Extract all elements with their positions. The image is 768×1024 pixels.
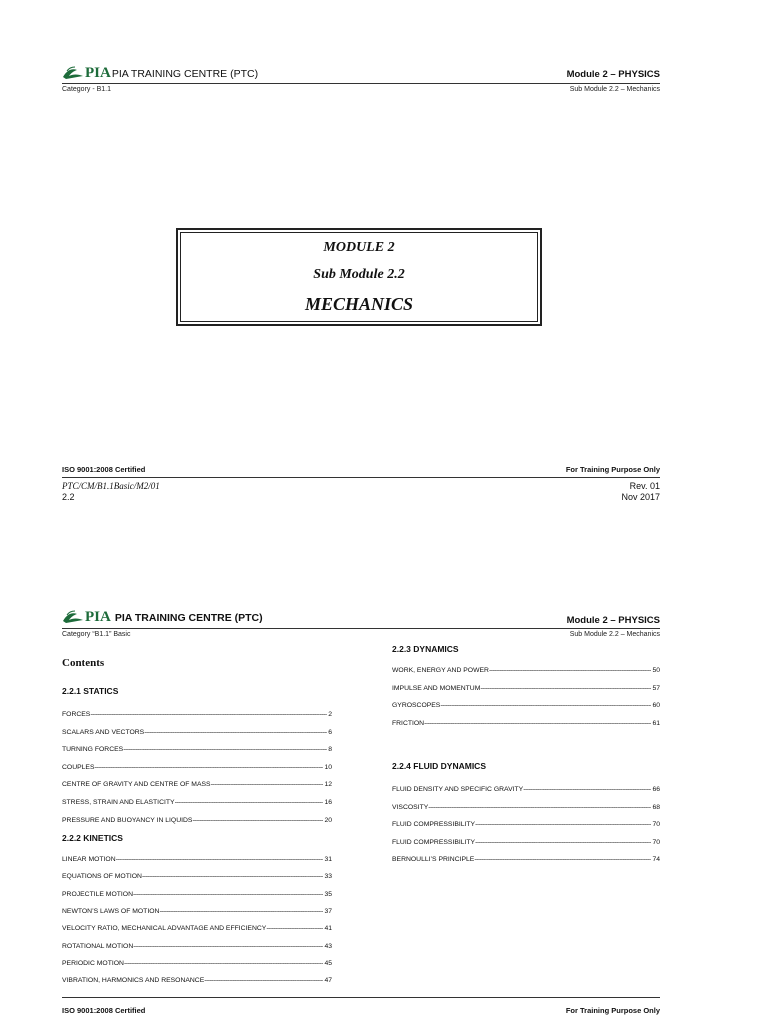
toc-leader-dots — [489, 667, 652, 674]
toc-leader-dots — [440, 702, 651, 709]
toc-leader-dots — [116, 856, 324, 863]
toc-leader-dots — [424, 720, 651, 727]
toc-entry-title: PROJECTILE MOTION — [62, 890, 133, 898]
toc-entry-title: COUPLES — [62, 763, 95, 771]
section-heading: 2.2.3 DYNAMICS — [392, 644, 459, 654]
title-box — [176, 228, 542, 326]
toc-entry[interactable] — [62, 960, 332, 967]
pia-logo — [62, 66, 258, 80]
toc-entry-title: PRESSURE AND BUOYANCY IN LIQUIDS — [62, 816, 193, 824]
toc-entry-title: EQUATIONS OF MOTION — [62, 873, 142, 881]
toc-leader-dots — [266, 925, 323, 932]
toc-entry[interactable] — [62, 943, 332, 950]
toc-entry[interactable] — [62, 711, 332, 718]
sub-module-number: Sub Module 2.2 — [313, 267, 405, 282]
toc-entry[interactable] — [62, 746, 332, 753]
toc-entry-title: GYROSCOPES — [392, 702, 441, 710]
toc-entry-page: 35 — [324, 890, 332, 898]
toc-entry-page: 47 — [324, 977, 332, 985]
module-subject: MECHANICS — [304, 294, 414, 314]
toc-entry-page: 8 — [328, 746, 332, 754]
bird-logo-icon — [62, 66, 84, 80]
toc-leader-dots — [133, 891, 323, 898]
toc-entry-page: 20 — [324, 816, 332, 824]
toc-entry-page: 16 — [324, 799, 332, 806]
contents-page — [0, 600, 768, 1024]
footer-divider — [62, 477, 660, 478]
toc-entry[interactable] — [392, 821, 660, 828]
toc-leader-dots — [474, 856, 651, 863]
toc-leader-dots — [192, 817, 323, 824]
section-heading: 2.2.4 FLUID DYNAMICS — [392, 761, 486, 771]
toc-leader-dots — [523, 786, 651, 793]
toc-entry-page: 74 — [652, 856, 660, 863]
section-heading: 2.2.1 STATICS — [62, 686, 119, 696]
toc-entry[interactable] — [62, 817, 332, 824]
section-heading: 2.2.2 KINETICS — [62, 833, 123, 843]
toc-leader-dots — [144, 729, 327, 736]
toc-leader-dots — [475, 839, 651, 846]
module-number: MODULE 2 — [323, 240, 395, 255]
contents-heading: Contents — [62, 657, 105, 669]
bird-logo-icon — [62, 610, 84, 624]
toc-entry-page: 43 — [324, 942, 332, 950]
toc-entry-title: VISCOSITY — [392, 803, 429, 811]
toc-entry-title: SCALARS AND VECTORS — [62, 728, 145, 736]
toc-entry-page: 31 — [324, 856, 332, 863]
pia-logo — [62, 610, 263, 624]
toc-entry[interactable] — [62, 729, 332, 736]
org-name: PIA TRAINING CENTRE (PTC) — [111, 68, 259, 80]
toc-entry-page: 57 — [652, 684, 660, 692]
toc-entry[interactable] — [62, 891, 332, 898]
toc-entry-title: PERIODIC MOTION — [62, 959, 124, 967]
toc-entry[interactable] — [62, 908, 332, 915]
toc-entry-page: 61 — [652, 720, 660, 728]
iso-cert: ISO 9001:2008 Certified — [62, 1006, 146, 1015]
toc-leader-dots — [133, 943, 323, 950]
toc-entry[interactable] — [62, 781, 332, 788]
toc-leader-dots — [480, 685, 651, 692]
training-note: For Training Purpose Only — [565, 465, 660, 474]
toc-leader-dots — [159, 908, 323, 915]
toc-entry[interactable] — [62, 856, 332, 863]
toc-entry[interactable] — [62, 873, 332, 880]
toc-entry-title: ROTATIONAL MOTION — [62, 942, 134, 950]
toc-entry[interactable] — [392, 685, 660, 692]
header-divider — [62, 628, 660, 629]
toc-entry-page: 37 — [324, 907, 332, 915]
category-label: Category “B1.1” Basic — [62, 631, 131, 638]
revision: Rev. 01 — [629, 481, 660, 491]
toc-entry-title: FLUID COMPRESSIBILITY — [392, 821, 476, 828]
iso-cert: ISO 9001:2008 Certified — [62, 465, 146, 474]
toc-entry[interactable] — [62, 925, 332, 932]
toc-entry-page: 66 — [652, 786, 660, 793]
page-number: 2.2 — [62, 492, 75, 502]
toc-entry-title: TURNING FORCES — [62, 746, 124, 754]
toc-entry-page: 2 — [328, 711, 332, 718]
training-note: For Training Purpose Only — [565, 1006, 660, 1015]
toc-leader-dots — [175, 799, 324, 806]
module-title: Module 2 – PHYSICS — [566, 69, 660, 80]
toc-entry-page: 33 — [324, 873, 332, 881]
toc-entry-title: WORK, ENERGY AND POWER — [392, 667, 489, 674]
toc-leader-dots — [475, 821, 651, 828]
toc-entry[interactable] — [392, 839, 660, 846]
toc-entry[interactable] — [392, 702, 660, 709]
toc-entry-title: IMPULSE AND MOMENTUM — [392, 684, 481, 692]
toc-entry[interactable] — [392, 720, 660, 727]
toc-entry-page: 12 — [324, 781, 332, 789]
toc-entry-title: STRESS, STRAIN AND ELASTICITY — [62, 799, 175, 806]
toc-entry-title: FORCES — [62, 711, 91, 718]
toc-entry-title: FRICTION — [392, 720, 425, 728]
category-label: Category - B1.1 — [62, 86, 112, 93]
toc-entry[interactable] — [392, 804, 660, 811]
module-title: Module 2 – PHYSICS — [566, 615, 660, 626]
sub-module-label: Sub Module 2.2 – Mechanics — [569, 86, 660, 93]
document-reference: PTC/CM/B1.1Basic/M2/01 — [62, 481, 160, 491]
toc-entry-page: 70 — [652, 821, 660, 828]
revision-date: Nov 2017 — [621, 492, 660, 502]
toc-entry-page: 50 — [652, 667, 660, 674]
toc-entry[interactable] — [62, 977, 332, 984]
toc-entry[interactable] — [392, 856, 660, 863]
toc-leader-dots — [94, 764, 323, 771]
toc-leader-dots — [211, 781, 324, 788]
logo-text: PIA — [85, 609, 111, 625]
sub-module-label: Sub Module 2.2 – Mechanics — [569, 631, 660, 638]
toc-entry-page: 60 — [652, 702, 660, 710]
logo-text: PIA — [85, 65, 111, 81]
toc-entry-title: LINEAR MOTION — [62, 856, 116, 863]
toc-entry[interactable] — [392, 786, 660, 793]
header-divider — [62, 83, 660, 84]
toc-entry-title: CENTRE OF GRAVITY AND CENTRE OF MASS — [62, 781, 211, 789]
toc-entry-page: 6 — [328, 728, 332, 736]
toc-entry[interactable] — [62, 764, 332, 771]
toc-entry-page: 41 — [324, 925, 332, 933]
toc-leader-dots — [428, 804, 651, 811]
toc-entry-page: 70 — [652, 838, 660, 846]
toc-entry-page: 45 — [324, 959, 332, 967]
toc-entry-page: 10 — [324, 763, 332, 771]
toc-entry[interactable] — [392, 667, 660, 674]
toc-entry-title: BERNOULLI’S PRINCIPLE — [392, 856, 475, 863]
toc-entry-page: 68 — [652, 803, 660, 811]
toc-entry[interactable] — [62, 799, 332, 806]
toc-leader-dots — [123, 746, 327, 753]
toc-leader-dots — [124, 960, 324, 967]
org-name: PIA TRAINING CENTRE (PTC) — [114, 612, 263, 624]
toc-entry-title: FLUID COMPRESSIBILITY — [392, 838, 476, 846]
toc-leader-dots — [142, 873, 324, 880]
toc-entry-title: NEWTON’S LAWS OF MOTION — [62, 907, 160, 915]
toc-entry-title: FLUID DENSITY AND SPECIFIC GRAVITY — [392, 786, 524, 793]
toc-entry-title: VIBRATION, HARMONICS AND RESONANCE — [62, 977, 205, 985]
footer-divider — [62, 997, 660, 998]
toc-leader-dots — [204, 977, 323, 984]
toc-leader-dots — [90, 711, 327, 718]
toc-entry-title: VELOCITY RATIO, MECHANICAL ADVANTAGE AND EFFICIENCY — [62, 925, 267, 933]
